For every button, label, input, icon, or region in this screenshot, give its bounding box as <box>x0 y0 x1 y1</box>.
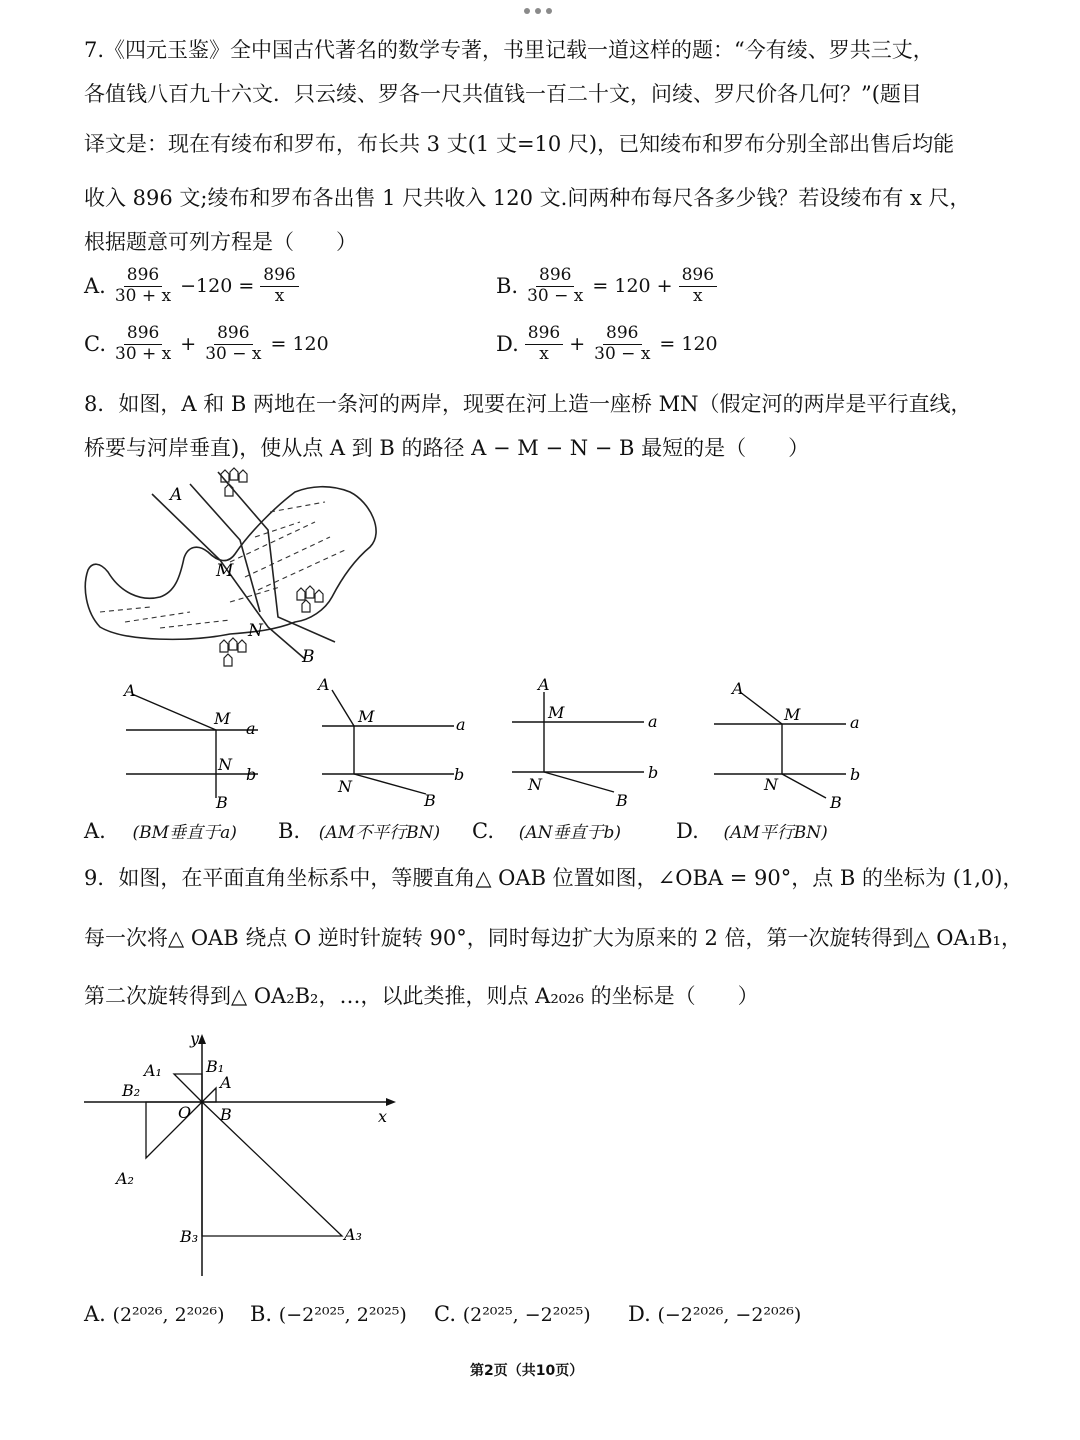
numerator: 896 <box>525 324 563 345</box>
numerator: 896 <box>124 324 162 345</box>
label-m: M <box>358 707 375 726</box>
label-m: M <box>548 703 565 722</box>
page-footer: 第2页（共10页） <box>470 1363 584 1379</box>
q9-line-1: 9．如图，在平面直角坐标系中，等腰直角△ OAB 位置如图，∠OBA = 90°，点 B 的坐标为 (1,0)， <box>84 866 1024 890</box>
label-b2: B₂ <box>122 1081 141 1100</box>
q9-line-2: 每一次将△ OAB 绕点 O 逆时针旋转 90°，同时每边扩大为原来的 2 倍，第一次旋转得到△ OA₁B₁， <box>84 926 1022 950</box>
fraction <box>260 266 298 306</box>
label-line-b: b <box>850 765 861 784</box>
q8-option-a[interactable] <box>84 818 237 843</box>
q7-line-3: 译文是：现在有绫布和罗布，布长共 3 丈(1 丈=10 尺)，已知绫布和罗布分别全部出售后均能 <box>84 132 955 156</box>
q8-option-c[interactable] <box>472 818 621 843</box>
q8-diagram-d <box>706 676 876 816</box>
label-b: B <box>216 793 228 812</box>
denominator: x <box>693 285 703 306</box>
option-text: (2²⁰²⁶, 2²⁰²⁶) <box>112 1304 225 1326</box>
label-line-b: b <box>454 765 465 784</box>
label-line-b: b <box>246 765 257 784</box>
q7-option-c[interactable] <box>84 324 329 364</box>
option-text: (2²⁰²⁵, −2²⁰²⁵) <box>462 1304 591 1326</box>
option-letter: D. <box>628 1302 651 1326</box>
numerator: 896 <box>260 266 298 287</box>
option-caption: (AM不平行BN) <box>318 823 441 843</box>
option-caption: (BM垂直于a) <box>132 823 237 843</box>
q8-option-d[interactable] <box>676 818 828 843</box>
fraction <box>591 324 653 364</box>
label-a2: A₂ <box>116 1169 134 1188</box>
label-a3: A₃ <box>344 1225 362 1244</box>
q8-diagram-c <box>504 672 674 812</box>
label-n: N <box>528 775 542 794</box>
label-x: x <box>378 1107 388 1126</box>
option-letter: D. <box>676 819 699 843</box>
denominator: 30 − x <box>527 285 584 306</box>
more-icon[interactable] <box>524 8 552 14</box>
option-letter: C. <box>84 332 106 357</box>
numerator: 896 <box>124 266 162 287</box>
label-m: M <box>784 705 801 724</box>
option-letter: B. <box>250 1302 273 1326</box>
label-a: A <box>124 681 136 700</box>
coordinate-figure <box>80 1028 410 1280</box>
map-label-m: M <box>216 561 234 581</box>
label-n: N <box>338 777 352 796</box>
x-axis-arrow-icon <box>386 1098 396 1106</box>
q8-diagram-a <box>118 676 278 816</box>
operator: + <box>180 333 197 356</box>
denominator: 30 + x <box>114 285 172 306</box>
label-line-a: a <box>246 719 256 738</box>
denominator: 30 − x <box>594 343 651 364</box>
label-o: O <box>178 1103 192 1122</box>
option-letter: B. <box>496 274 519 299</box>
label-b: B <box>220 1105 232 1124</box>
map-label-b: B <box>302 647 315 667</box>
q9-option-b[interactable] <box>250 1302 407 1326</box>
operator: −120 = <box>180 275 255 298</box>
numerator: 896 <box>214 324 252 345</box>
option-letter: C. <box>472 819 494 843</box>
label-m: M <box>214 709 231 728</box>
fraction <box>679 266 717 306</box>
label-b: B <box>830 793 842 812</box>
option-letter: B. <box>278 819 301 843</box>
option-caption: (AN垂直于b) <box>518 823 621 843</box>
label-y: y <box>190 1029 200 1048</box>
option-caption: (AM平行BN) <box>723 823 828 843</box>
q7-line-2: 各值钱八百九十六文．只云绫、罗各一尺共值钱一百二十文，问绫、罗尺价各几何？”(题目 <box>84 82 922 106</box>
q7-option-d[interactable] <box>496 324 718 364</box>
option-letter: A. <box>84 274 106 299</box>
q8-diagram-b <box>314 672 484 812</box>
q7-line-5: 根据题意可列方程是（ ） <box>84 230 357 254</box>
map-label-n: N <box>248 621 263 641</box>
denominator: x <box>274 285 285 306</box>
option-letter: A. <box>84 1302 106 1326</box>
label-line-b: b <box>648 763 659 782</box>
label-a1: A₁ <box>144 1061 162 1080</box>
label-b1: B₁ <box>206 1057 225 1076</box>
label-b3: B₃ <box>180 1227 199 1246</box>
fraction <box>112 324 174 364</box>
option-letter: A. <box>84 819 106 843</box>
label-line-a: a <box>850 713 860 732</box>
denominator: x <box>539 343 549 364</box>
label-n: N <box>764 775 778 794</box>
tail: = 120 <box>659 333 718 356</box>
q8-line-1: 8．如图，A 和 B 两地在一条河的两岸，现要在河上造一座桥 MN（假定河的两岸是平行直线， <box>84 392 972 416</box>
option-letter: C. <box>434 1302 456 1326</box>
y-axis-arrow-icon <box>198 1034 206 1044</box>
triangles <box>146 1074 342 1236</box>
operator: + <box>569 333 586 356</box>
label-a: A <box>538 675 550 694</box>
label-a: A <box>732 679 744 698</box>
q7-line-4: 收入 896 文;绫布和罗布各出售 1 尺共收入 120 文.问两种布每尺各多少钱？若设绫布有 x 尺， <box>84 186 971 210</box>
label-a: A <box>220 1073 232 1092</box>
q9-option-c[interactable] <box>434 1302 591 1326</box>
numerator: 896 <box>603 324 641 345</box>
q8-option-b[interactable] <box>278 818 440 843</box>
option-text: (−2²⁰²⁶, −2²⁰²⁶) <box>657 1304 802 1326</box>
option-text: (−2²⁰²⁵, 2²⁰²⁵) <box>278 1304 407 1326</box>
fraction <box>525 324 563 364</box>
q7-option-a[interactable] <box>84 266 305 306</box>
q7-line-1: 7.《四元玉鉴》全中国古代著名的数学专著，书里记载一道这样的题：“今有绫、罗共三丈， <box>84 38 934 62</box>
denominator: 30 + x <box>115 343 172 364</box>
q9-line-3: 第二次旋转得到△ OA₂B₂，…，以此类推，则点 A₂₀₂₆ 的坐标是（ ） <box>84 984 759 1008</box>
fraction <box>112 266 174 306</box>
fraction <box>524 266 586 306</box>
numerator: 896 <box>679 266 717 287</box>
label-line-a: a <box>456 715 466 734</box>
tail: = 120 <box>270 333 329 356</box>
label-b: B <box>616 791 628 810</box>
label-line-a: a <box>648 712 658 731</box>
label-a: A <box>318 675 330 694</box>
label-n: N <box>218 755 232 774</box>
q8-line-2: 桥要与河岸垂直)，使从点 A 到 B 的路径 A − M − N − B 最短的是（ ） <box>84 436 810 460</box>
river-map-figure <box>80 462 380 672</box>
map-label-a: A <box>170 485 183 505</box>
fraction <box>202 324 264 364</box>
operator: = 120 + <box>592 275 673 298</box>
q9-option-d[interactable] <box>628 1302 801 1326</box>
q7-option-b[interactable] <box>496 266 723 306</box>
label-b: B <box>424 791 436 810</box>
numerator: 896 <box>536 266 574 287</box>
q9-option-a[interactable] <box>84 1302 225 1326</box>
denominator: 30 − x <box>205 343 262 364</box>
option-letter: D. <box>496 332 519 357</box>
